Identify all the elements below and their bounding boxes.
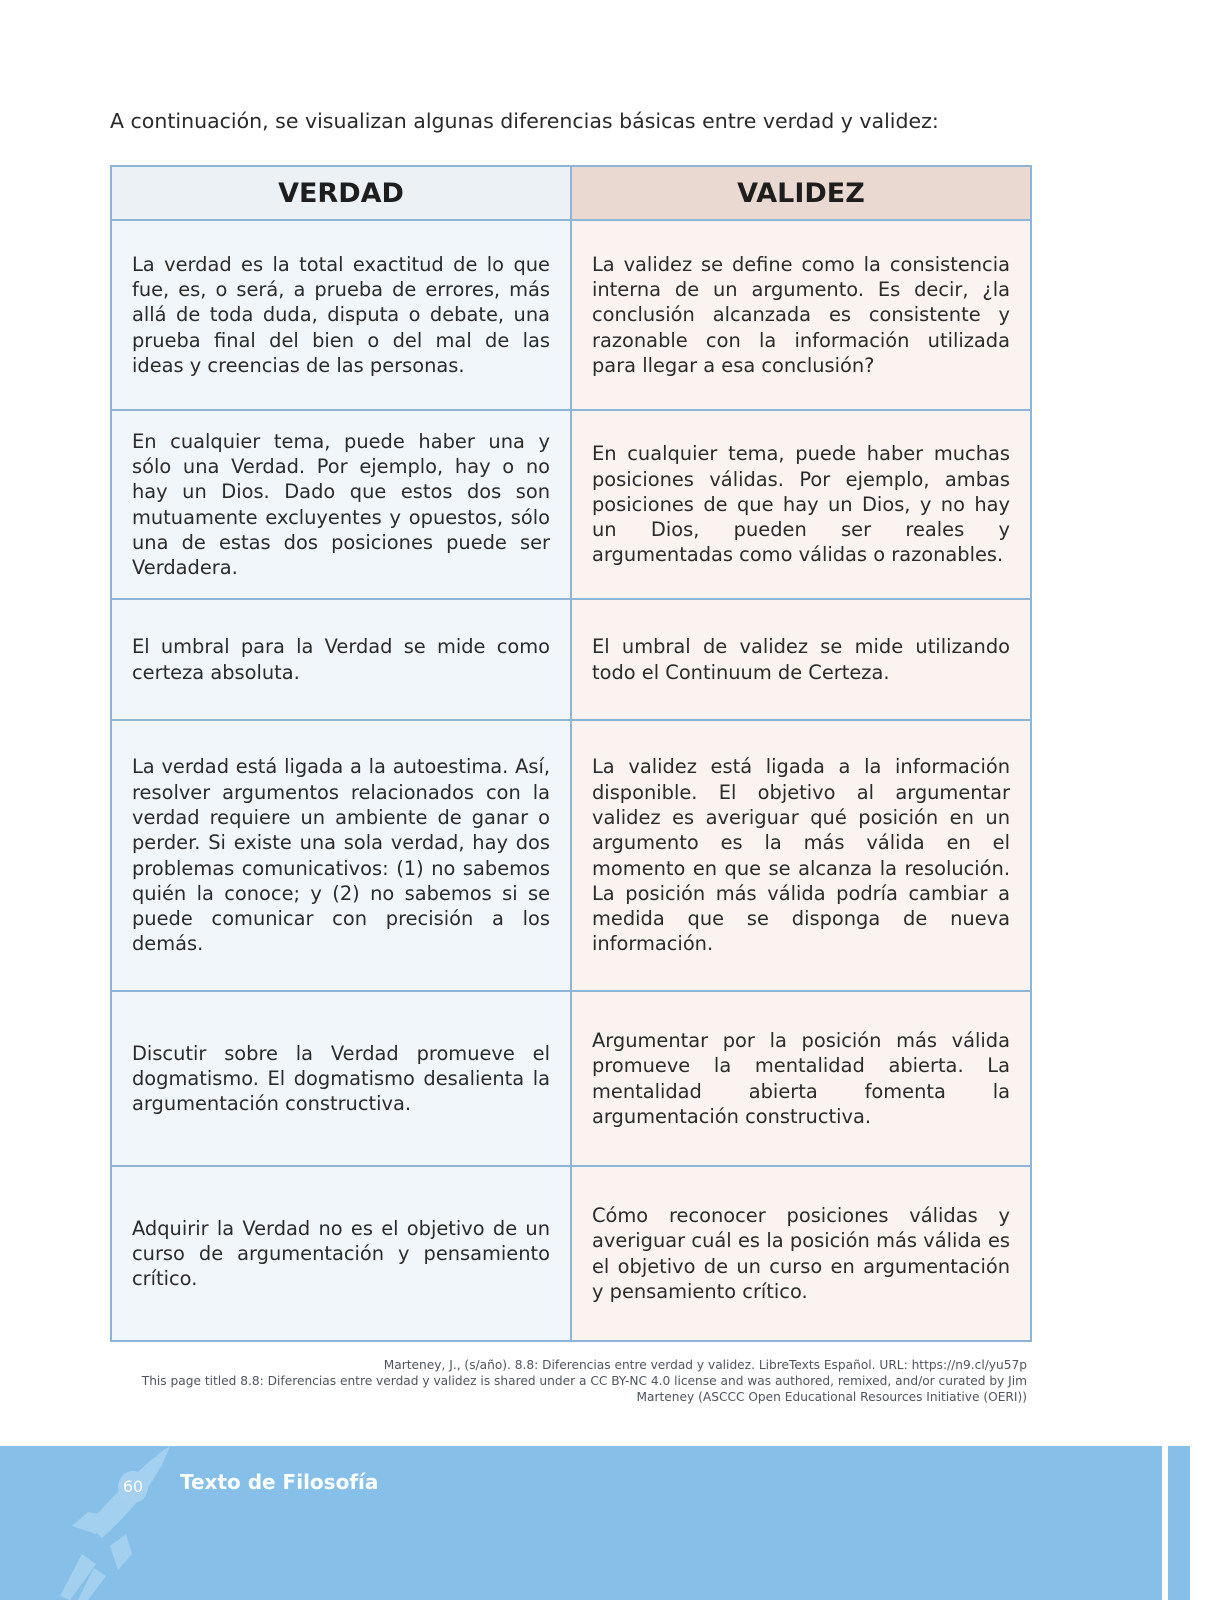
cell-verdad: La verdad es la total exactitud de lo que fue, es, o será, a prueba de errores, más allá de toda duda, disputa o debate, una prueba final del bien o del mal de las ideas y creencias de las personas. (111, 220, 571, 410)
table-row (111, 599, 1031, 720)
source-credit (107, 1357, 1027, 1405)
credit-line-2: This page titled 8.8: Diferencias entre verdad y validez is shared under a CC BY-NC 4.0 license and was authored, remixed, and/or curated by Jim Marteney (ASCCC Open Educational Resources Initiative (OERI)) (141, 1374, 1027, 1404)
header-verdad: VERDAD (111, 166, 571, 220)
table-row (111, 1166, 1031, 1341)
credit-line-1: Marteney, J., (s/año). 8.8: Diferencias entre verdad y validez. LibreTexts Español. URL: https://n9.cl/yu57p (383, 1358, 1027, 1372)
footer-title: Texto de Filosofía (180, 1470, 379, 1494)
table-row (111, 991, 1031, 1166)
comparison-table (110, 165, 1032, 1342)
intro-text: A continuación, se visualizan algunas diferencias básicas entre verdad y validez: (110, 109, 939, 133)
page-number: 60 (118, 1471, 148, 1503)
table-row (111, 410, 1031, 599)
cell-validez: La validez se define como la consistencia interna de un argumento. Es decir, ¿la conclusión alcanzada es consistente y razonable con la información utilizada para llegar a esa conclusión? (571, 220, 1031, 410)
cell-verdad: La verdad está ligada a la autoestima. Así, resolver argumentos relacionados con la verdad requiere un ambiente de ganar o perder. Si existe una sola verdad, hay dos problemas comunicativos: (1) no sabemos quién la conoce; y (2) no sabemos si se puede comunicar con precisión a los demás. (111, 720, 571, 991)
cell-validez: La validez está ligada a la información disponible. El objetivo al argumentar validez es averiguar qué posición en un argumento es la más válida en el momento en que se alcanza la resolución. La posición más válida podría cambiar a medida que se disponga de nueva información. (571, 720, 1031, 991)
cell-verdad: En cualquier tema, puede haber una y sólo una Verdad. Por ejemplo, hay o no hay un Dios. Dado que estos dos son mutuamente excluyentes y opuestos, sólo una de estas dos posiciones puede ser Verdadera. (111, 410, 571, 599)
cell-verdad: Adquirir la Verdad no es el objetivo de un curso de argumentación y pensamiento crítico. (111, 1166, 571, 1341)
cell-validez: El umbral de validez se mide utilizando todo el Continuum de Certeza. (571, 599, 1031, 720)
cell-verdad: Discutir sobre la Verdad promueve el dogmatismo. El dogmatismo desalienta la argumentación constructiva. (111, 991, 571, 1166)
cell-validez: Argumentar por la posición más válida promueve la mentalidad abierta. La mentalidad abierta fomenta la argumentación constructiva. (571, 991, 1031, 1166)
cell-validez: En cualquier tema, puede haber muchas posiciones válidas. Por ejemplo, ambas posiciones de que hay un Dios, y no hay un Dios, pueden ser reales y argumentadas como válidas o razonables. (571, 410, 1031, 599)
cell-validez: Cómo reconocer posiciones válidas y averiguar cuál es la posición más válida es el objetivo de un curso en argumentación y pensamiento crítico. (571, 1166, 1031, 1341)
cell-verdad: El umbral para la Verdad se mide como certeza absoluta. (111, 599, 571, 720)
table-row (111, 220, 1031, 410)
table-row (111, 720, 1031, 991)
footer-side-bar (1168, 1446, 1190, 1600)
header-validez: VALIDEZ (571, 166, 1031, 220)
table-header-row (111, 166, 1031, 220)
